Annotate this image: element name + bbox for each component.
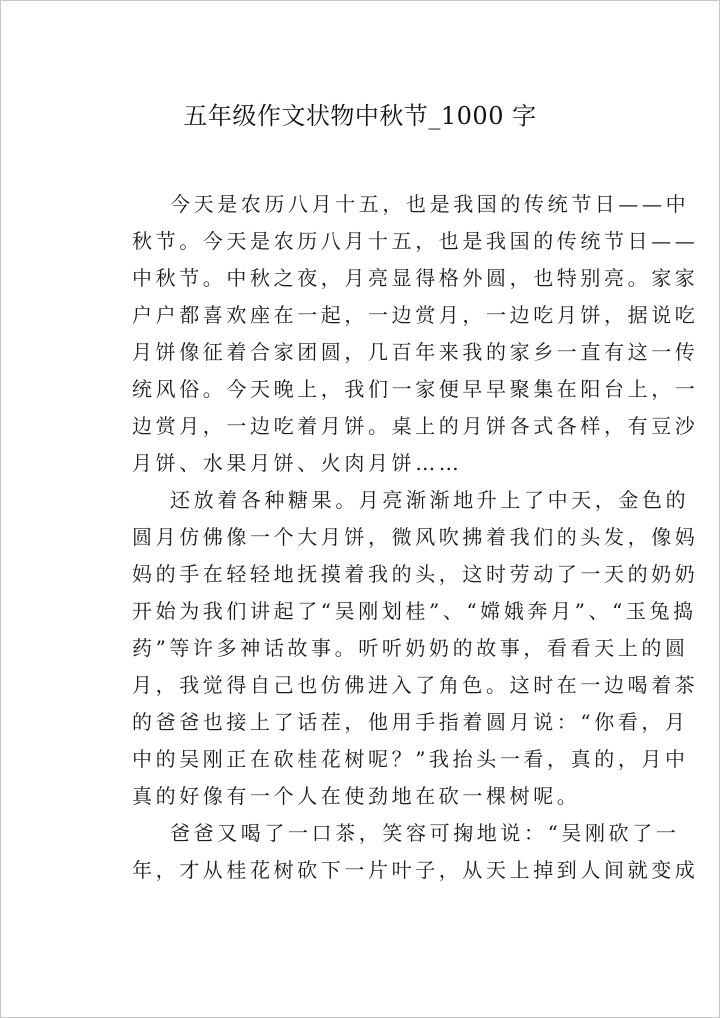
text-line: 户户都喜欢座在一起，一边赏月，一边吃月饼，据说吃 xyxy=(132,303,699,327)
text-line: 爸爸又喝了一口茶，笑容可掬地说：“吴刚砍了一 xyxy=(170,821,680,845)
text-line: 年，才从桂花树砍下一片叶子，从天上掉到人间就变成 xyxy=(132,858,699,882)
paragraph-3 xyxy=(132,815,699,889)
document-title: 五年级作文状物中秋节_1000 字 xyxy=(183,102,537,130)
text-line: 开始为我们讲起了“吴刚划桂”、“嫦娥奔月”、“玉兔捣 xyxy=(132,599,697,623)
text-line: 药”等许多神话故事。听听奶奶的故事，看看天上的圆 xyxy=(132,636,689,660)
text-line: 中的吴刚正在砍桂花树呢？”我抬头一看，真的，月中 xyxy=(132,747,689,771)
text-line: 还放着各种糖果。月亮渐渐地升上了中天，金色的 xyxy=(170,488,690,512)
text-line: 今天是农历八月十五，也是我国的传统节日——中 xyxy=(170,192,690,216)
text-line: 月，我觉得自己也仿佛进入了角色。这时在一边喝着茶 xyxy=(132,673,699,697)
text-line: 妈的手在轻轻地抚摸着我的头，这时劳动了一天的奶奶 xyxy=(132,562,699,586)
text-line: 月饼、水果月饼、火肉月饼…… xyxy=(132,451,463,475)
text-line: 统风俗。今天晚上，我们一家便早早聚集在阳台上，一 xyxy=(132,377,699,401)
text-line: 中秋节。中秋之夜，月亮显得格外圆，也特别亮。家家 xyxy=(132,266,699,290)
text-line: 月饼像征着合家团圆，几百年来我的家乡一直有这一传 xyxy=(132,340,699,364)
paragraph-2 xyxy=(132,482,699,815)
document-body xyxy=(132,186,699,889)
text-line: 秋节。今天是农历八月十五，也是我国的传统节日—— xyxy=(132,229,699,253)
text-line: 边赏月，一边吃着月饼。桌上的月饼各式各样，有豆沙 xyxy=(132,414,699,438)
text-line: 的爸爸也接上了话茬，他用手指着圆月说：“你看，月 xyxy=(132,710,689,734)
text-line: 圆月仿佛像一个大月饼，微风吹拂着我们的头发，像妈 xyxy=(132,525,699,549)
paragraph-1 xyxy=(132,186,699,482)
text-line: 真的好像有一个人在使劲地在砍一棵树呢。 xyxy=(132,784,581,808)
